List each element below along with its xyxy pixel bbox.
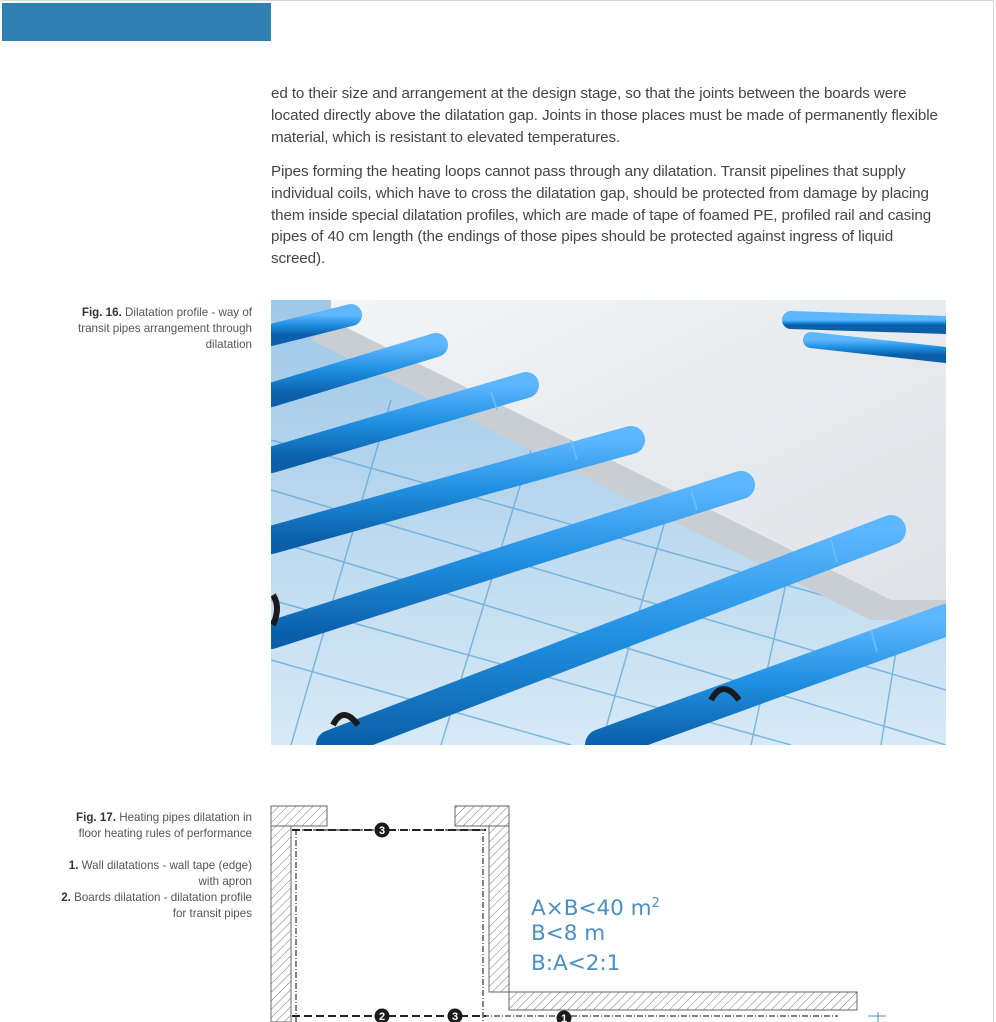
fig16-caption [52, 305, 252, 353]
formula-length: B<8 m [531, 921, 606, 946]
fig17-legend [52, 858, 252, 922]
fig16-photo [271, 300, 946, 745]
fig16-label: Fig. 16. [81, 306, 122, 319]
legend-number: 2. [61, 891, 71, 904]
fig17-caption-text: Heating pipes dilatation in floor heating rules of performance [78, 811, 252, 840]
legend-text: Boards dilatation - dilatation profile for transit pipes [74, 891, 252, 920]
formula-area-exponent: 2 [651, 896, 660, 911]
legend-number: 1. [68, 859, 79, 872]
marker-3-bottom: 3 [451, 1011, 459, 1022]
legend-item [52, 890, 252, 922]
fig17-label: Fig. 17. [76, 811, 116, 824]
body-paragraph-1: ed to their size and arrangement at the design stage, so that the joints between the boards were located directly above the dilatation gap. Joints in those places must be made of permanently flexible material, which is resistant to elevated temperatures. [271, 85, 938, 146]
fig16-caption-text: Dilatation profile - way of transit pipes arrangement through dilatation [77, 306, 252, 351]
marker-3-top: 3 [378, 825, 386, 837]
fig17-caption [52, 810, 252, 922]
legend-text: Wall dilatations - wall tape (edge) with apron [81, 859, 252, 888]
header-bar [2, 3, 271, 41]
marker-1: 1 [560, 1013, 568, 1022]
marker-2: 2 [378, 1011, 386, 1022]
body-paragraph-2: Pipes forming the heating loops cannot pass through any dilatation. Transit pipelines that supply individual coils, which have to cross the dilatation gap, should be protected from damage by placing them inside special dilatation profiles, which are made of tape of foamed PE, profiled rail and casing pipes of 40 cm length (the endings of those pipes should be protected against ingress of liquid screed). [271, 163, 932, 268]
formula-ratio: B:A<2:1 [531, 951, 621, 976]
formula-area-text: A×B<40 m [531, 896, 652, 921]
legend-item [52, 858, 252, 890]
